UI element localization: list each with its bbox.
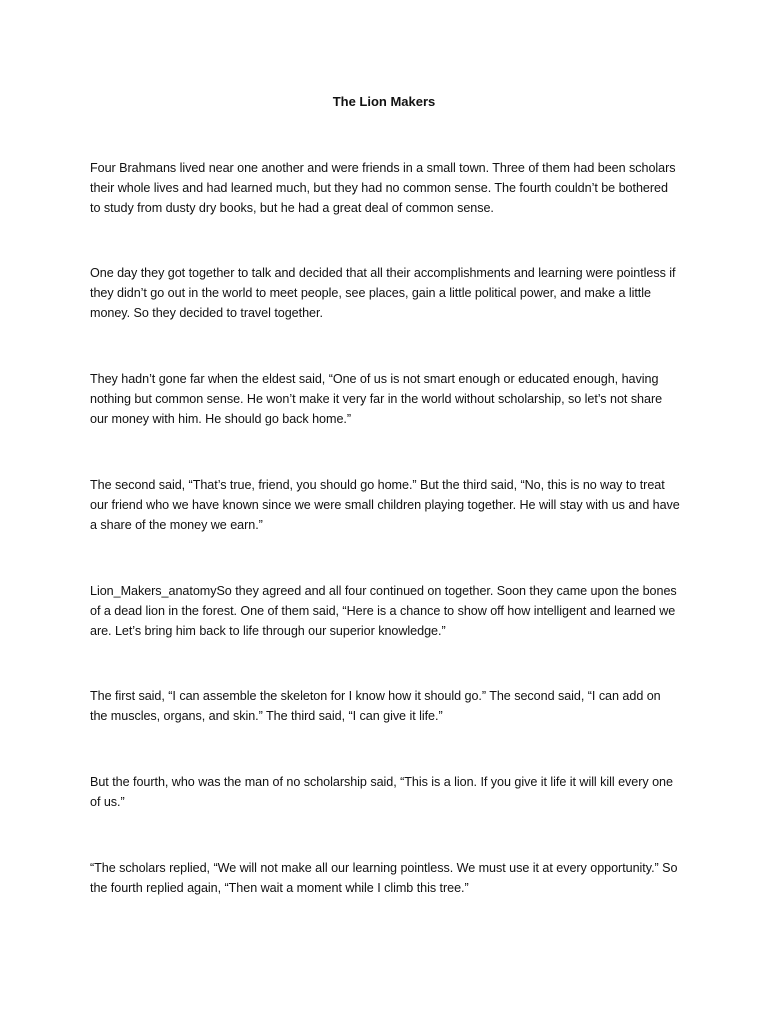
paragraph-6: The first said, “I can assemble the skeleton for I know how it should go.” The second said, “I can add on the muscles, organs, and skin.” The third said, “I can give it life.” <box>90 689 661 723</box>
paragraph-4: The second said, “That’s true, friend, you should go home.” But the third said, “No, this is no way to treat our friend who we have known since we were small children playing together. He will stay with us and have a share of the money we earn.” <box>90 478 680 532</box>
paragraph-2: One day they got together to talk and decided that all their accomplishments and learning were pointless if they didn’t go out in the world to meet people, see places, gain a little political power, and make a little money. So they decided to travel together. <box>90 266 676 320</box>
paragraph-1: Four Brahmans lived near one another and were friends in a small town. Three of them had been scholars their whole lives and had learned much, but they had no common sense. The fourth couldn’t be bothered to study from dusty dry books, but he had a great deal of common sense. <box>90 161 676 215</box>
paragraph-7: But the fourth, who was the man of no scholarship said, “This is a lion. If you give it life it will kill every one of us.” <box>90 775 673 809</box>
paragraph-3: They hadn’t gone far when the eldest said, “One of us is not smart enough or educated enough, having nothing but common sense. He won’t make it very far in the world without scholarship, so let’s not share our money with him. He should go back home.” <box>90 372 663 426</box>
document-title: The Lion Makers <box>332 94 436 109</box>
paragraph-5: Lion_Makers_anatomySo they agreed and all four continued on together. Soon they came upon the bones of a dead lion in the forest. One of them said, “Here is a chance to show off how intelligent and learned we are. Let’s bring him back to life through our superior knowledge.” <box>90 584 677 638</box>
paragraph-8: “The scholars replied, “We will not make all our learning pointless. We must use it at every opportunity.” So the fourth replied again, “Then wait a moment while I climb this tree.” <box>90 861 678 895</box>
